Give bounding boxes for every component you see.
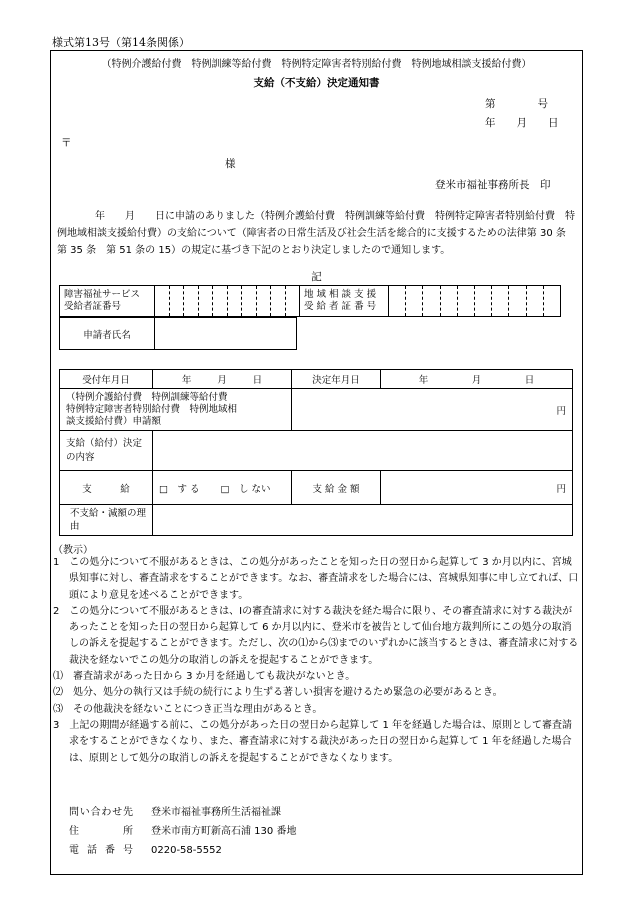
note-2-sub-1: ⑴ 審査請求があった日から 3 か月を経過しても裁決がないとき。 xyxy=(53,671,356,683)
decided-date-label: 決定年月日 xyxy=(292,370,381,389)
applicant-name-field[interactable] xyxy=(155,318,297,350)
decided-date-field[interactable]: 年 月 日 xyxy=(381,370,573,389)
phone-value: 0220-58-5552 xyxy=(151,845,222,856)
suru-checkbox[interactable]: □ す る xyxy=(159,483,200,495)
chiiki-certificate-label: 地 域 相 談 支 援 受 給 者 証 番 号 xyxy=(300,286,389,317)
addressee-honorific: 様 xyxy=(225,158,236,170)
certificate-number-table xyxy=(59,285,561,317)
reason-field[interactable] xyxy=(153,505,573,536)
service-certificate-number-field[interactable] xyxy=(155,286,300,317)
note-2-sub-2: ⑵ 処分、処分の執行又は手続の続行により生ずる著しい損害を避けるため緊急の必要があるとき。 xyxy=(53,687,503,699)
document-number-label: 第 号 xyxy=(485,98,548,110)
reason-label: 不支給・減額の理由 xyxy=(60,505,153,536)
document-date-label: 年 月 日 xyxy=(485,117,559,129)
decision-content-label: 支給（給付）決定の内容 xyxy=(60,431,153,471)
decision-content-field[interactable] xyxy=(153,431,573,471)
applicant-name-label: 申請者氏名 xyxy=(60,318,155,350)
contact-block xyxy=(69,803,296,860)
claim-amount-label: （特例介護給付費 特例訓練等給付費 特例特定障害者特別給付費 特例地域相談支援給付費）申請額 xyxy=(60,389,292,431)
document-title: 支給（不支給）決定通知書 xyxy=(253,77,380,89)
ki-label: 記 xyxy=(311,271,322,283)
received-date-label: 受付年月日 xyxy=(60,370,153,389)
note-3: 3 上記の期間が経過する前に、この処分があった日の翌日から起算して 1 年を経過した場合は、原則として審査請求をすることができなくなり、また、審査請求に対する裁決があった日の翌日から起算して 1 年を経過した場合は、原則として処分の取消しの訴えを提起することができなくなります。 xyxy=(53,719,572,764)
address-label: 住 所 xyxy=(69,826,133,837)
note-2: 2 この処分について不服があるときは、Ⅰの審査請求に対する裁決を経た場合に限り、その審査請求に対する裁決があったことを知った日の翌日から起算して 6 か月以内に、登米市を被告として仙台地方裁判所にこの処分の取消しの訴えを提起することができます。ただし、次の⑴から⑶までのいずれかに該当するときは、審査請求に対する裁決を経ないでこの処分の取消しの訴えを提起することができます。 xyxy=(53,605,579,666)
amount-label: 支 給 金 額 xyxy=(292,471,381,505)
instruction-notes xyxy=(53,555,581,767)
benefit-types-header: （特例介護給付費 特例訓練等給付費 特例特定障害者特別給付費 特例地域相談支援給付費） xyxy=(101,59,532,70)
instruction-heading: （教示） xyxy=(53,545,93,556)
shinai-checkbox[interactable]: □ し ない xyxy=(220,483,271,495)
phone-label: 電話番号 xyxy=(69,845,133,856)
issuer-name: 登米市福祉事務所長 印 xyxy=(435,179,551,191)
note-1: 1 この処分について不服があるときは、この処分があったことを知った日の翌日から起算して 3 か月以内に、宮城県知事に対し、審査請求をすることができます。なお、審査請求をした場合には、宮城県知事に申し立てれば、口頭により意見を述べることができます。 xyxy=(53,557,579,601)
claim-amount-yen[interactable]: 円 xyxy=(292,389,573,431)
postal-mark: 〒 xyxy=(61,137,72,149)
shikyu-choice[interactable] xyxy=(153,471,292,505)
decision-table xyxy=(59,369,573,536)
inquiry-value: 登米市福祉事務所生活福祉課 xyxy=(151,807,281,818)
inquiry-label: 問い合わせ先 xyxy=(69,807,133,818)
applicant-table xyxy=(59,317,297,350)
shikyu-label: 支 給 xyxy=(60,471,153,505)
amount-yen[interactable]: 円 xyxy=(381,471,573,505)
notice-frame xyxy=(50,50,583,875)
chiiki-certificate-number-field[interactable] xyxy=(389,286,561,317)
received-date-field[interactable]: 年 月 日 xyxy=(153,370,292,389)
form-number: 様式第13号（第14条関係） xyxy=(52,36,190,49)
note-2-sub-3: ⑶ その他裁決を経ないことにつき正当な理由があるとき。 xyxy=(53,703,323,715)
address-value: 登米市南方町新高石浦 130 番地 xyxy=(151,826,297,837)
service-certificate-label: 障害福祉サービス 受給者証番号 xyxy=(60,286,155,317)
notice-body: 年 月 日に申請のありました（特例介護給付費 特例訓練等給付費 特例特定障害者特別給付費 特例地域相談支援給付費）の支給について（障害者の日常生活及び社会生活を総合的に支援するための法律第 30 条 第 35 条 第 51 条の 15）の規定に基づき下記のとおり決定しましたので通知します。 xyxy=(57,211,576,256)
